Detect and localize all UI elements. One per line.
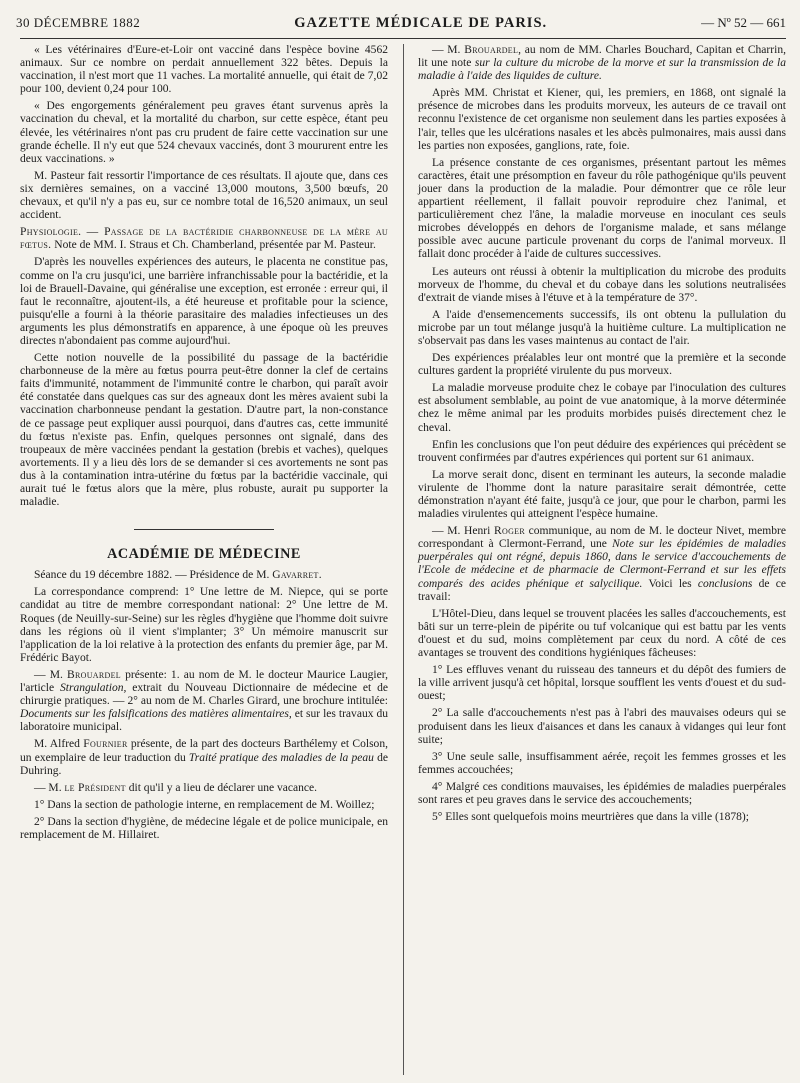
seance-text: Séance du 19 décembre 1882. — Présidence de M.	[34, 569, 273, 582]
paragraph: La morve serait donc, disent en terminant les auteurs, la seconde maladie virulente de l'homme dont la nature parasitaire serait démontrée, cette démonstration n'ayant été faite, jusqu'à ce jour, que pour le charbon, parmi les maladies virulentes qui atteignent l'espèce humaine.	[418, 468, 786, 521]
paragraph	[20, 669, 388, 734]
italic-span: Traité pratique des maladies de la peau	[188, 751, 374, 764]
italic-span: Documents sur les falsifications des matières alimentaires,	[20, 708, 292, 721]
paragraph: Enfin les conclusions que l'on peut déduire des expériences qui précèdent se trouvent confirmées par d'autres expériences qui portent sur 61 animaux.	[418, 438, 786, 464]
text-span: — M.	[34, 781, 65, 794]
text-span: — M.	[34, 668, 67, 681]
paragraph: La présence constante de ces organismes, présentant partout les mêmes caractères, était une présomption en faveur du rôle pathogénique qu'ils peuvent jouer dans la production de la maladie. Pour démontrer que ce rôle leur appartient réellement, il fallait pouvoir reproduire chez l'animal, et particulièrement chez l'âne, la maladie morveuse en inoculant ces seuls microbes développés en dehors de l'organisme malade, et sans mélange possible avec aucune particule provenant du corps de l'animal morveux. Il fallait donc procéder à l'aide de cultures successives.	[418, 156, 786, 261]
italic-span: sur la culture du microbe de la morve et sur la transmission de la maladie à l'aide des liquides de culture.	[418, 57, 786, 83]
text-span: et sur les travaux du laboratoire municipal.	[20, 708, 388, 734]
text-span: — M. Henri	[432, 525, 494, 538]
text-span: , au nom de MM. Charles Bouchard, Capitan et Charrin, lit une note	[418, 44, 786, 70]
seance-line	[20, 569, 388, 582]
text-span: communique, au nom de M. le docteur Nivet, membre correspondant à Clermont-Ferrand, une	[418, 525, 786, 551]
right-column	[418, 44, 786, 1075]
text-span: M. Alfred	[34, 738, 84, 751]
section-divider	[134, 529, 274, 530]
text-span: présente, de la part des docteurs Barthélemy et Colson, un exemplaire de leur traduction du	[20, 738, 388, 764]
president-name: Gavarret.	[272, 569, 322, 582]
paragraph: 5° Elles sont quelquefois moins meurtrières que dans la ville (1878);	[432, 811, 749, 824]
paragraph: La correspondance comprend: 1° Une lettre de M. Niepce, qui se porte candidat au titre de membre correspondant national: 2° Une lettre de M. Roques (de Neuilly-sur-Seine) sur les règles d'hygiène que l'homme doit suivre dans les régions où il vient s'implanter; 3° Un mémoire manuscrit sur l'application de la loi relative à la protection des enfants du premier âge, par M. Frédéric Bayot.	[20, 586, 388, 664]
header-issue-number: — Nº 52 — 661	[701, 15, 786, 30]
name-span: Brouardel	[464, 44, 519, 56]
paragraph: A l'aide d'ensemencements successifs, ils ont obtenu la pullulation du microbe par un tout mélange jusqu'à la huitième culture. La multiplication ne s'observait pas dans les vases maintenus au contact de l'air.	[418, 308, 786, 347]
paragraph: Cette notion nouvelle de la possibilité du passage de la bactéridie charbonneuse de la mère au fœtus pourra peut-être donner la clef de certains faits d'immunité, notamment de l'immunité contre le charbon, qui paraît avoir été constatée dans quelques cas sur des agneaux dont les mères avaient subi la vaccination charbonneuse pendant la gestation. D'autre part, la non-constance de ce passage peut expliquer aussi pourquoi, dans d'autres cas, cette immunité du fœtus n'existe pas. Enfin, quelques personnes ont signalé, dans des troupeaux de mère vaccinées pendant la gestation (brebis et vaches), quelques avortements. Il y a lieu dès lors de se demander si ces avortements ne sont pas dus à la contamination intra-utérine du fœtus par la bactéridie vaccinale, qui aurait tué le fœtus alors que la mère, plus robuste, aurait pu supporter la maladie.	[20, 352, 388, 509]
name-span: Fournier	[83, 738, 128, 751]
paragraph: « Les vétérinaires d'Eure-et-Loir ont vacciné dans l'espèce bovine 4562 animaux. Sur ce nombre on perdait annuellement 322 bêtes. Depuis la vaccination, il n'est mort que 11 vaches. La mortalité annuelle, qui était de 7,02 pour 100, devient 0,24 pour 100.	[20, 44, 388, 96]
text-span: de Duhring.	[20, 751, 388, 777]
rubric-title: — Passage de la bactéridie charbonneuse de la mère au fœtus.	[20, 226, 388, 252]
paragraph	[20, 782, 388, 795]
italic-span: Strangulation,	[59, 682, 127, 695]
text-span: extrait du Nouveau Dictionnaire de médecine et de chirurgie pratiques. — 2° au nom de M. Charles Girard, une brochure intitulée:	[20, 682, 388, 708]
paragraph: 1° Les effluves venant du ruisseau des tanneurs et du dépôt des fumiers de la ville arrivent jusqu'à cet hôpital, lorsque soufflent les vents d'ouest et du sud-ouest;	[418, 664, 786, 703]
physiologie-rubric	[20, 226, 388, 252]
text-span: présente: 1. au nom de M. le docteur Maurice Laugier, l'article	[20, 668, 388, 695]
paragraph	[418, 525, 786, 604]
left-column	[20, 44, 388, 1075]
column-rule	[403, 44, 404, 1075]
paragraph: 2° La salle d'accouchements n'est pas à l'abri des mauvaises odeurs qui se produisent dans les lieux d'aisances et dans les canaux à vidanges qui leur font suite;	[418, 707, 786, 746]
paragraph: Après MM. Christat et Kiener, qui, les premiers, en 1868, ont signalé la présence de microbes dans les produits morveux, les auteurs de ce travail ont reconnu l'existence de cet organisme non seulement dans les parties exposées à l'air, telles que les ulcérations nasales et les abcès pulmonaires, mais aussi dans les parties non exposées, ganglions, rate, foie.	[418, 87, 786, 152]
paragraph	[20, 738, 388, 777]
paragraph: Des expériences préalables leur ont montré que la première et la seconde cultures gardent la propriété virulente du pus morveux.	[418, 352, 786, 378]
header-date: 30 DÉCEMBRE 1882	[16, 15, 141, 30]
rubric-authors: Note de MM. I. Straus et Ch. Chamberland, présentée par M. Pasteur.	[51, 239, 376, 252]
paragraph: La maladie morveuse produite chez le cobaye par l'inoculation des cultures est absolument semblable, au point de vue anatomique, à la morve déterminée chez le même animal par les produits morbides puisés directement chez le cheval.	[418, 382, 786, 434]
paragraph: M. Pasteur fait ressortir l'importance de ces résultats. Il ajoute que, dans ces six dernières semaines, on a vacciné 13,000 moutons, 3,500 bœufs, 20 chevaux, et qu'il n'y a pas eu, sur ce nombre total de 16,520 animaux, un seul accident.	[20, 169, 388, 222]
paragraph: D'après les nouvelles expériences des auteurs, le placenta ne constitue pas, comme on l'a cru jusqu'ici, une barrière infranchissable pour la bactéridie, et la loi de Brauell-Davaine, qui généralise une exception, est erronée : erreur qui, il faut le reconnaître, ajoutent-ils, a été heureuse et profitable pour la science, puisqu'elle a fourni à la théorie parasitaire des maladies infectieuses un des arguments les plus démonstratifs en apparence, à une époque où les preuves directes n'abondaient pas comme aujourd'hui.	[20, 256, 388, 347]
rubric-label: Physiologie.	[20, 226, 82, 239]
italic-span: Note sur les épidémies de maladies puerpérales qui ont régné, depuis 1860, dans le service d'accouchements de l'Ecole de médecine et de pharmacie de Clermont-Ferrand et sur les effets comparés des acides phénique et salycilique.	[418, 538, 786, 590]
paragraph: L'Hôtel-Dieu, dans lequel se trouvent placées les salles d'accouchements, est bâti sur un terre-plein de pipérite ou tuf volcanique qui est battu par les vents d'ouest et du sud, moins complètement par ceux du nord. A côté de ces avantages se trouvent des conditions hygiéniques fâcheuses:	[418, 607, 786, 660]
name-span: Roger	[494, 525, 525, 538]
header-title: GAZETTE MÉDICALE DE PARIS.	[294, 15, 548, 31]
paragraph	[418, 44, 786, 83]
text-span: Voici les	[642, 577, 698, 590]
paragraph: 4° Malgré ces conditions mauvaises, les épidémies de maladies puerpérales sont rares et peu graves dans le service des accouchements;	[418, 780, 786, 806]
text-span: dit qu'il y a lieu de déclarer une vacance.	[125, 781, 318, 794]
paragraph: 1° Dans la section de pathologie interne, en remplacement de M. Woillez;	[34, 798, 375, 811]
name-span: le Président	[64, 781, 126, 794]
paragraph: 2° Dans la section d'hygiène, de médecine légale et de police municipale, en remplacement de M. Hillairet.	[20, 815, 388, 841]
academie-heading: ACADÉMIE DE MÉDECINE	[107, 546, 301, 563]
columns	[20, 44, 786, 1075]
name-span: Brouardel	[67, 668, 121, 681]
paragraph: « Des engorgements généralement peu graves étant survenus après la vaccination du cheval, et la mortalité du charbon, sur cette espèce, étant peu élevée, les vétérinaires n'ont pas cru prudent de faire cette vaccination sur une grande échelle. Il n'y eut que 524 chevaux vaccinés, dont 3 moururent entre les deux vaccinations. »	[20, 100, 388, 165]
text-span: de ce travail:	[418, 577, 786, 603]
paragraph: Les auteurs ont réussi à obtenir la multiplication du microbe des produits morveux de l'homme, du cheval et du cobaye dans les solutions neutralisées d'extrait de viande mises à l'étuve et à la température de 37°.	[418, 265, 786, 304]
header-rule	[20, 38, 786, 39]
paragraph: 3° Une seule salle, insuffisamment aérée, reçoit les femmes grosses et les femmes accouchées;	[418, 750, 786, 776]
italic-span: conclusions	[697, 577, 753, 590]
text-span: — M.	[432, 44, 465, 56]
